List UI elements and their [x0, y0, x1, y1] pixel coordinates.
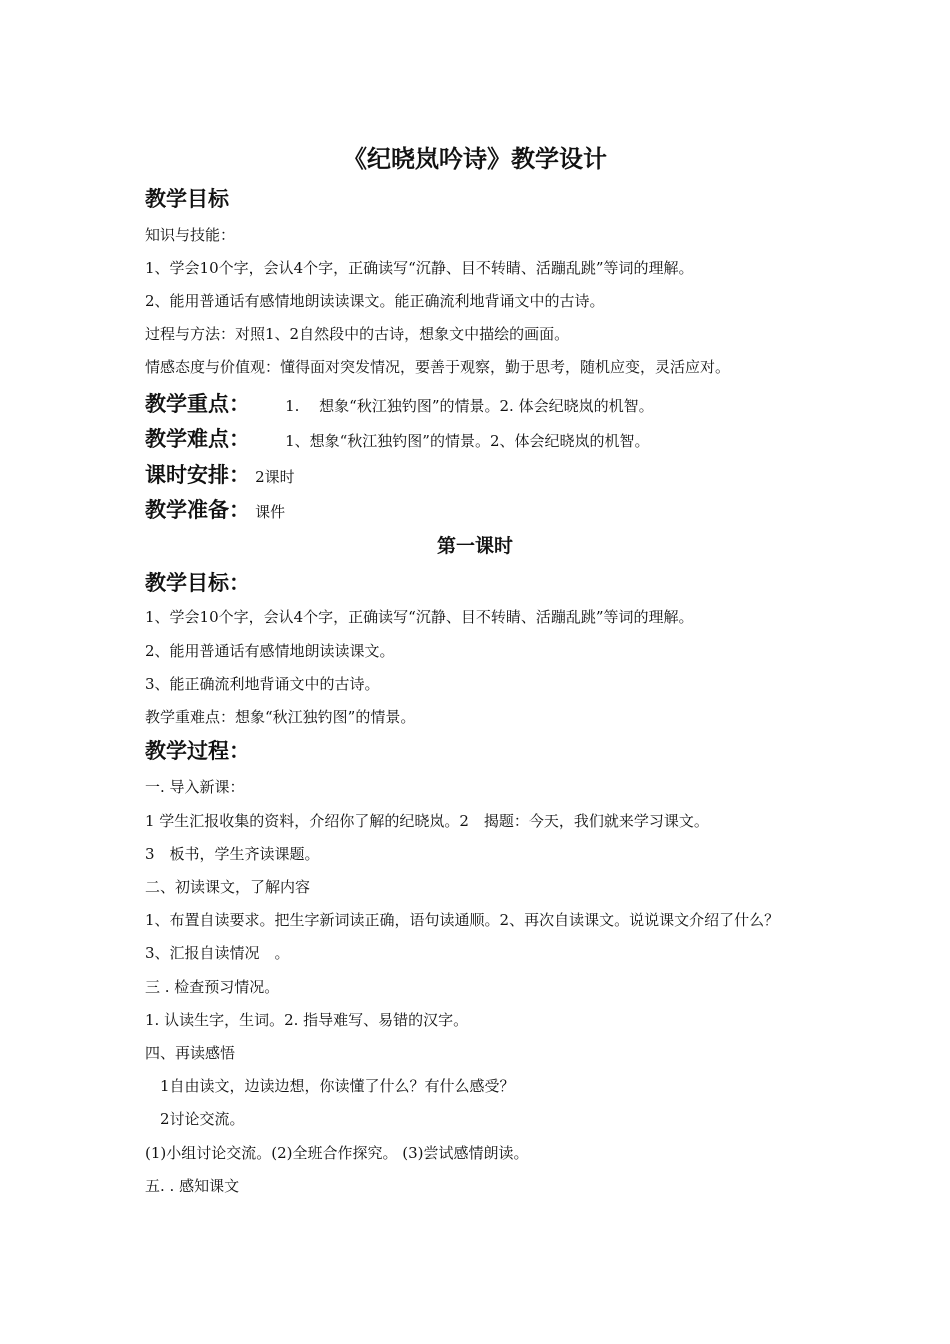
- process-step: 2讨论交流。: [145, 1110, 245, 1128]
- attitude-values-text: 情感态度与价值观：懂得面对突发情况，要善于观察，勤于思考，随机应变，灵活应对。: [145, 358, 731, 376]
- lesson-objective-item: 2、能用普通话有感情地朗读读课文。: [145, 642, 395, 660]
- lesson-one-heading: 第一课时: [436, 535, 513, 557]
- difficulties-row: [145, 429, 650, 450]
- process-step: 一. 导入新课：: [145, 778, 245, 796]
- objective-item: 1、学会10个字，会认4个字，正确读写“沉静、目不转睛、活蹦乱跳”等词的理解。: [145, 259, 694, 277]
- process-step: (1)小组讨论交流。(2)全班合作探究。 (3)尝试感情朗读。: [145, 1144, 529, 1162]
- difficulties-label: 教学难点：: [145, 427, 250, 451]
- preparation-row: [145, 500, 285, 521]
- lesson-key-difficulty: 教学重难点：想象“秋江独钓图”的情景。: [145, 708, 416, 726]
- process-step: 3 板书，学生齐读课题。: [145, 845, 320, 863]
- process-step: 五. . 感知课文: [145, 1177, 240, 1195]
- process-step: 1自由读文，边读边想，你读懂了什么？有什么感受？: [145, 1077, 515, 1095]
- process-step: 1. 认读生字，生词。2. 指导难写、易错的汉字。: [145, 1011, 469, 1029]
- objective-item: 2、能用普通话有感情地朗读读课文。能正确流利地背诵文中的古诗。: [145, 292, 605, 310]
- lesson-objectives-heading: 教学目标：: [145, 571, 250, 595]
- process-step: 二、初读课文，了解内容: [145, 878, 311, 896]
- knowledge-label: 知识与技能：: [145, 226, 236, 244]
- objectives-heading: 教学目标: [145, 187, 229, 211]
- schedule-row: [145, 465, 295, 486]
- key-points-text: 1. 想象“秋江独钓图”的情景。2. 体会纪晓岚的机智。: [285, 397, 654, 415]
- preparation-label: 教学准备：: [145, 498, 250, 522]
- process-step: 四、再读感悟: [145, 1044, 236, 1062]
- difficulties-text: 1、想象“秋江独钓图”的情景。2、体会纪晓岚的机智。: [285, 432, 650, 450]
- process-step: 1 学生汇报收集的资料，介绍你了解的纪晓岚。2 揭题：今天，我们就来学习课文。: [145, 812, 709, 830]
- process-method-text: 过程与方法：对照1、2自然段中的古诗，想象文中描绘的画面。: [145, 325, 570, 343]
- key-points-label: 教学重点：: [145, 392, 250, 416]
- key-points-row: [145, 394, 654, 415]
- preparation-text: 课件: [255, 503, 286, 521]
- document-title: 《纪晓岚吟诗》教学设计: [343, 145, 607, 173]
- schedule-text: 2课时: [255, 468, 295, 486]
- process-step: 3、汇报自读情况 。: [145, 944, 290, 962]
- process-step: 三 . 检查预习情况。: [145, 978, 280, 996]
- process-heading: 教学过程：: [145, 739, 250, 763]
- lesson-objective-item: 1、学会10个字，会认4个字，正确读写“沉静、目不转睛、活蹦乱跳”等词的理解。: [145, 608, 694, 626]
- schedule-label: 课时安排：: [145, 463, 250, 487]
- process-step: 1、布置自读要求。把生字新词读正确，语句读通顺。2、再次自读课文。说说课文介绍了什么？: [145, 911, 780, 929]
- lesson-objective-item: 3、能正确流利地背诵文中的古诗。: [145, 675, 380, 693]
